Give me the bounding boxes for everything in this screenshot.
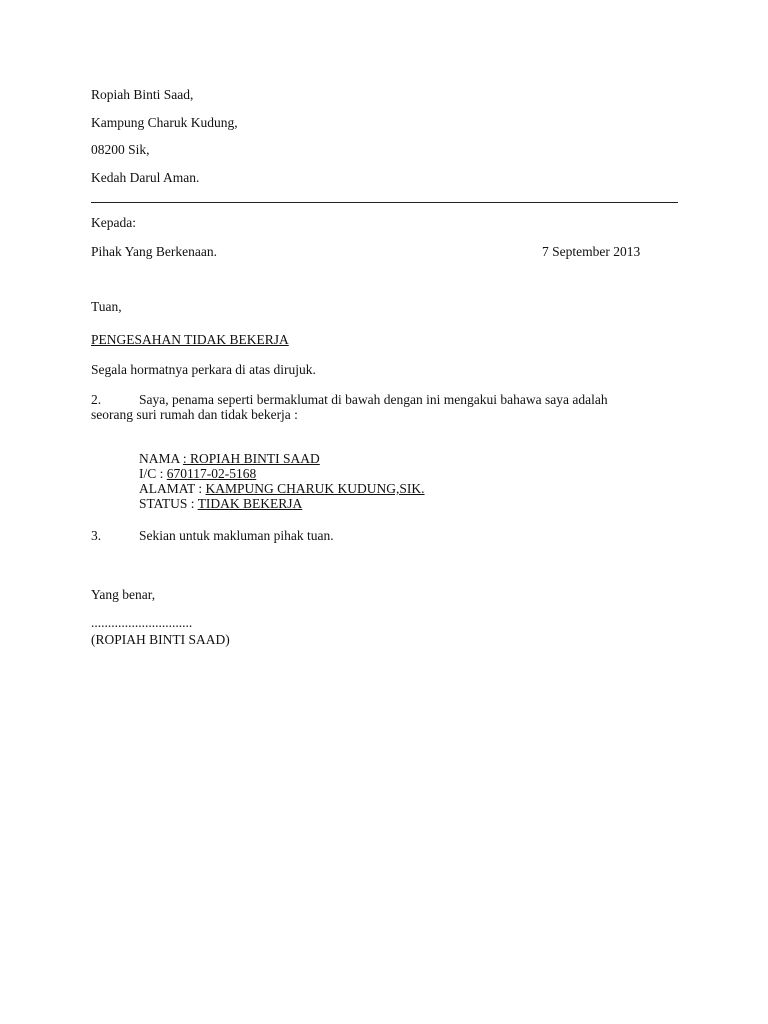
detail-ic-value: 670117-02-5168 xyxy=(166,466,257,481)
subject-heading: PENGESAHAN TIDAK BEKERJA xyxy=(91,332,289,347)
detail-nama-value: : ROPIAH BINTI SAAD xyxy=(182,451,320,466)
detail-status-label: STATUS : xyxy=(139,496,198,511)
detail-alamat-label: ALAMAT : xyxy=(139,481,206,496)
detail-ic-label: I/C : xyxy=(139,466,167,481)
detail-status xyxy=(139,497,302,511)
signature-name: (ROPIAH BINTI SAAD) xyxy=(91,632,230,647)
paragraph-2-number: 2. xyxy=(91,392,102,407)
paragraph-2-line2: seorang suri rumah dan tidak bekerja : xyxy=(91,407,298,422)
header-divider xyxy=(91,202,678,203)
paragraph-2-line1: Saya, penama seperti bermaklumat di bawah dengan ini mengakui bahawa saya adalah xyxy=(139,392,608,407)
detail-ic xyxy=(139,467,256,481)
sender-address-line2: 08200 Sik, xyxy=(91,142,150,157)
closing-phrase: Yang benar, xyxy=(91,587,156,602)
letter-date: 7 September 2013 xyxy=(542,244,641,259)
signature-line: .............................. xyxy=(91,615,193,630)
recipient-label: Kepada: xyxy=(91,215,136,230)
detail-nama xyxy=(139,452,320,466)
recipient-name: Pihak Yang Berkenaan. xyxy=(91,244,217,259)
intro-paragraph: Segala hormatnya perkara di atas dirujuk. xyxy=(91,362,316,377)
detail-nama-label: NAMA xyxy=(139,451,183,466)
sender-name: Ropiah Binti Saad, xyxy=(91,87,194,102)
sender-address-line3: Kedah Darul Aman. xyxy=(91,170,200,185)
detail-alamat-value: KAMPUNG CHARUK KUDUNG,SIK. xyxy=(205,481,425,496)
sender-address-line1: Kampung Charuk Kudung, xyxy=(91,115,238,130)
paragraph-3-number: 3. xyxy=(91,528,102,543)
salutation: Tuan, xyxy=(91,299,122,314)
detail-alamat xyxy=(139,482,425,496)
paragraph-3-text: Sekian untuk makluman pihak tuan. xyxy=(139,528,334,543)
detail-status-value: TIDAK BEKERJA xyxy=(197,496,303,511)
